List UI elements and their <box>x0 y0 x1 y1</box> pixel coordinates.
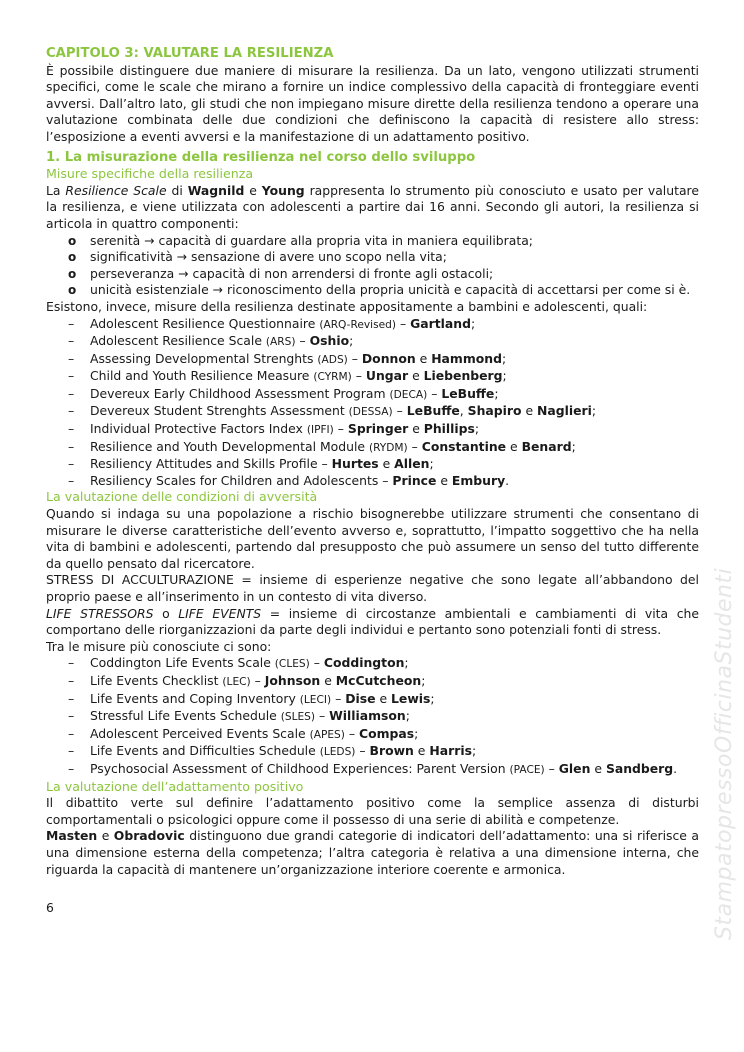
text-run: e <box>408 421 424 437</box>
text-run: Adolescent Perceived Events Scale <box>90 725 310 741</box>
text-run: Child and Youth Resilience Measure <box>90 368 314 384</box>
circle-bullet-icon: o <box>68 283 77 298</box>
components-list <box>46 233 699 299</box>
dash-bullet-icon: – <box>68 672 75 688</box>
text-run: Devereux Early Childhood Assessment Program <box>90 385 390 401</box>
circle-bullet-icon: o <box>68 233 77 248</box>
author-name: Masten <box>46 828 98 844</box>
author-name: Johnson <box>264 672 321 688</box>
list-item <box>46 249 699 266</box>
list-item <box>46 473 699 490</box>
text-run: ; <box>405 708 410 724</box>
author-name: Allen <box>394 456 430 472</box>
text-run: e <box>97 828 114 844</box>
text-run: significatività → sensazione di avere uno scopo nella vita; <box>90 249 447 265</box>
author-name: Williamson <box>329 708 406 724</box>
circle-bullet-icon: o <box>68 250 77 265</box>
subsection-heading: La valutazione delle condizioni di avversità <box>46 489 318 505</box>
abbreviation: (CLES) <box>274 658 310 671</box>
text-run: Esistono, invece, misure della resilienza destinate appositamente a bambini e adolescenti, quali: <box>46 298 648 314</box>
list-item <box>46 743 699 761</box>
text-run: Assessing Developmental Strenghts <box>90 350 318 366</box>
text-run: – <box>396 315 411 331</box>
text-run: LIFE STRESSORS <box>46 605 154 621</box>
author-name: Shapiro <box>467 403 522 419</box>
text-run: – <box>331 690 346 706</box>
author-name: Springer <box>347 421 409 437</box>
dash-bullet-icon: – <box>68 403 75 419</box>
author-name: Donnon <box>361 350 416 366</box>
author-name: Embury <box>451 472 506 488</box>
text-run: – <box>295 333 310 349</box>
text-run: Stressful Life Events Schedule <box>90 708 281 724</box>
text-run: – <box>427 385 442 401</box>
child-measures-list <box>46 316 699 490</box>
text-run: Resilience Scale <box>65 182 167 198</box>
text-run: Psychosocial Assessment of Childhood Experiences: Parent Version <box>90 760 510 776</box>
watermark: StampatopressoOfficinaStudenti <box>712 567 737 940</box>
author-name: Harris <box>429 743 472 759</box>
text-run: – <box>250 672 265 688</box>
text-run: = insieme di circostanze ambientali e cambiamenti di vita che comportano delle riorganizzazioni da parte degli individui e pertanto sono potenziali fonti di stress. <box>46 605 699 638</box>
text-run: distinguono due grandi categorie di indicatori dell’adattamento: una si riferisce a una dimensione esterna della competenza; l’altra categoria è relativa a una dimensione interna, che riguarda la capacità di mantenere un’organizzazione interiore coerente e armonica. <box>46 828 699 877</box>
text-run: Il dibattito verte sul definire l’adattamento positivo come la semplice assenza di disturbi comportamentali o psicologici oppure come il possesso di una serie di abilità e competenze. <box>46 795 699 827</box>
list-item <box>46 761 699 779</box>
text-run: o <box>153 605 179 621</box>
abbreviation: (RYDM) <box>368 441 408 454</box>
list-item <box>46 368 699 386</box>
text-run: – <box>544 760 559 776</box>
dash-bullet-icon: – <box>68 315 75 331</box>
paragraph <box>46 795 699 828</box>
text-run: e <box>413 743 430 759</box>
section-heading: 1. La misurazione della resilienza nel corso dello sviluppo <box>46 149 476 165</box>
text-run: Coddington Life Events Scale <box>90 655 275 671</box>
author-name: Prince <box>392 472 437 488</box>
text-run: e <box>506 438 522 454</box>
text-run: Resiliency Attitudes and Skills Profile – <box>90 456 332 472</box>
list-item <box>46 316 699 334</box>
list-item <box>46 403 699 421</box>
text-run: – <box>392 403 407 419</box>
text-run: – <box>351 368 366 384</box>
author-name: Hammond <box>431 350 502 366</box>
abbreviation: (CYRM) <box>313 371 352 384</box>
text-run: La <box>46 182 66 198</box>
dash-bullet-icon: – <box>68 350 75 366</box>
paragraph <box>46 572 699 605</box>
text-run: e <box>375 690 392 706</box>
author-name: Compas <box>359 725 415 741</box>
author-name: Dise <box>345 690 376 706</box>
text-run: ; <box>429 456 434 472</box>
text-run: . <box>505 472 510 488</box>
text-run: e <box>415 350 432 366</box>
life-measures-list <box>46 655 699 778</box>
dash-bullet-icon: – <box>68 472 75 488</box>
text-run: ; <box>494 385 499 401</box>
text-run: rappresenta lo strumento più conosciuto e usato per valutare la resilienza, e viene utilizzata con adolescenti a partire dai 16 anni. Secondo gli autori, la resilienza si articola in quattro componenti: <box>46 182 699 231</box>
text-run: ; <box>502 368 507 384</box>
list-item <box>46 708 699 726</box>
text-run: Life Events Checklist <box>90 672 223 688</box>
author-name: Phillips <box>423 421 475 437</box>
abbreviation: (ARQ-Revised) <box>319 318 397 331</box>
text-run: ; <box>470 315 476 331</box>
text-run: serenità → capacità di guardare alla propria vita in maniera equilibrata; <box>90 232 533 248</box>
list-item <box>46 691 699 709</box>
paragraph <box>46 183 699 233</box>
subsection-heading: La valutazione dell’adattamento positivo <box>46 778 304 794</box>
list-item <box>46 386 699 404</box>
paragraph <box>46 606 699 639</box>
dash-bullet-icon: – <box>68 708 75 724</box>
author-name: Brown <box>369 743 414 759</box>
text-run: ; <box>430 690 435 706</box>
abbreviation: (IPFI) <box>306 424 334 437</box>
dash-bullet-icon: – <box>68 438 75 454</box>
intro-paragraph <box>46 63 699 146</box>
paragraph <box>46 639 699 656</box>
abbreviation: (ADS) <box>317 353 348 366</box>
text-run: e <box>436 472 452 488</box>
abbreviation: (LEC) <box>222 675 251 688</box>
text-run: Individual Protective Factors Index <box>90 421 307 437</box>
text-run: – <box>309 655 324 671</box>
author-name: Benard <box>521 438 572 454</box>
text-run: ; <box>404 655 409 671</box>
paragraph <box>46 506 699 572</box>
text-run: – <box>347 350 362 366</box>
abbreviation: (APES) <box>309 728 345 741</box>
list-item <box>46 439 699 457</box>
text-run: ; <box>474 421 480 437</box>
paragraph <box>46 828 699 878</box>
text-run: ; <box>421 672 426 688</box>
list-item <box>46 266 699 283</box>
circle-bullet-icon: o <box>68 266 77 281</box>
text-run: Quando si indaga su una popolazione a rischio bisognerebbe utilizzare strumenti che consentano di misurare le diverse caratteristiche dell’evento avverso e, soprattutto, l’impatto soggettivo che ha nella vita di bambini e adolescenti, partendo dal presupposto che può assumere un senso del tutto differente da quello pensato dal ricercatore. <box>46 506 699 571</box>
text-run: È possibile distinguere due maniere di misurare la resilienza. Da un lato, vengono utilizzati strumenti specifici, come le scale che mirano a fornire un indice complessivo della capacità di fronteggiare eventi avversi. Dall’altro lato, gli studi che non impiegano misure dirette della resilienza tendono a operare una valutazione combinata delle due condizioni che definiscono la capacità di resistere allo stress: l’esposizione a eventi avversi e la manifestazione di un adattamento positivo. <box>46 62 699 144</box>
dash-bullet-icon: – <box>68 743 75 759</box>
text-run: e <box>320 672 336 688</box>
list-item <box>46 421 699 439</box>
author-name: LeBuffe <box>441 385 495 401</box>
author-name: Coddington <box>323 655 405 671</box>
author-name: Ungar <box>365 368 409 384</box>
text-run: e <box>378 456 395 472</box>
author-name: Glen <box>558 760 591 776</box>
text-run: STRESS DI ACCULTURAZIONE = insieme di esperienze negative che sono legate all’abbandono del proprio paese e all’inserimento in un contesto di vita diverso. <box>46 572 699 604</box>
dash-bullet-icon: – <box>68 725 75 741</box>
list-item <box>46 282 699 299</box>
text-run: e <box>521 403 538 419</box>
text-run: – <box>315 708 330 724</box>
author-name: LeBuffe <box>406 403 460 419</box>
author-name: Lewis <box>391 690 431 706</box>
text-run: Adolescent Resilience Scale <box>90 333 266 349</box>
author-name: Naglieri <box>537 403 592 419</box>
author-name: Wagnild <box>187 182 245 198</box>
list-item <box>46 726 699 744</box>
author-name: Hurtes <box>331 456 379 472</box>
text-run: Devereux Student Strenghts Assessment <box>90 403 349 419</box>
text-run: – <box>407 438 422 454</box>
paragraph <box>46 299 699 316</box>
abbreviation: (LEDS) <box>319 746 356 759</box>
text-run: – <box>333 421 348 437</box>
page-number: 6 <box>46 900 54 916</box>
abbreviation: (ARS) <box>265 336 296 349</box>
document-page <box>46 46 699 917</box>
text-run: Life Events and Difficulties Schedule <box>90 743 320 759</box>
text-run: di <box>166 182 188 198</box>
author-name: Gartland <box>410 315 471 331</box>
author-name: Constantine <box>421 438 507 454</box>
author-name: Oshio <box>309 333 350 349</box>
text-run: ; <box>471 743 477 759</box>
text-run: unicità esistenziale → riconoscimento della propria unicità e capacità di accettarsi per come si è. <box>90 282 691 298</box>
text-run: ; <box>501 350 507 366</box>
author-name: Obradovic <box>113 828 185 844</box>
dash-bullet-icon: – <box>68 368 75 384</box>
text-run: perseveranza → capacità di non arrendersi di fronte agli ostacoli; <box>90 265 494 281</box>
list-item <box>46 456 699 473</box>
list-item <box>46 655 699 673</box>
text-run: Adolescent Resilience Questionnaire <box>90 315 320 331</box>
list-item <box>46 233 699 250</box>
text-run: Life Events and Coping Inventory <box>90 690 300 706</box>
text-run: Resiliency Scales for Children and Adolescents – <box>90 472 393 488</box>
abbreviation: (PACE) <box>509 763 545 776</box>
author-name: McCutcheon <box>335 672 422 688</box>
text-run: ; <box>571 438 576 454</box>
abbreviation: (DECA) <box>389 388 428 401</box>
dash-bullet-icon: – <box>68 385 75 401</box>
dash-bullet-icon: – <box>68 456 75 472</box>
author-name: Young <box>261 182 305 198</box>
abbreviation: (DESSA) <box>348 406 393 419</box>
list-item <box>46 333 699 351</box>
dash-bullet-icon: – <box>68 655 75 671</box>
text-run: ; <box>414 725 419 741</box>
text-run: , <box>459 403 468 419</box>
dash-bullet-icon: – <box>68 690 75 706</box>
subsection-heading: Misure specifiche della resilienza <box>46 166 254 182</box>
text-run: e <box>590 760 606 776</box>
dash-bullet-icon: – <box>68 333 75 349</box>
text-run: e <box>244 182 262 198</box>
text-run: ; <box>349 333 354 349</box>
abbreviation: (SLES) <box>280 711 316 724</box>
text-run: – <box>344 725 359 741</box>
list-item <box>46 673 699 691</box>
text-run: Tra le misure più conosciute ci sono: <box>46 638 272 654</box>
text-run: . <box>673 760 678 776</box>
author-name: Liebenberg <box>423 368 503 384</box>
text-run: e <box>408 368 424 384</box>
abbreviation: (LECI) <box>299 693 332 706</box>
text-run: ; <box>591 403 597 419</box>
author-name: Sandberg <box>605 760 674 776</box>
text-run: Resilience and Youth Developmental Module <box>90 438 369 454</box>
dash-bullet-icon: – <box>68 760 75 776</box>
chapter-title: CAPITOLO 3: VALUTARE LA RESILIENZA <box>46 46 334 61</box>
list-item <box>46 351 699 369</box>
dash-bullet-icon: – <box>68 421 75 437</box>
text-run: – <box>355 743 370 759</box>
text-run: LIFE EVENTS <box>178 605 262 621</box>
